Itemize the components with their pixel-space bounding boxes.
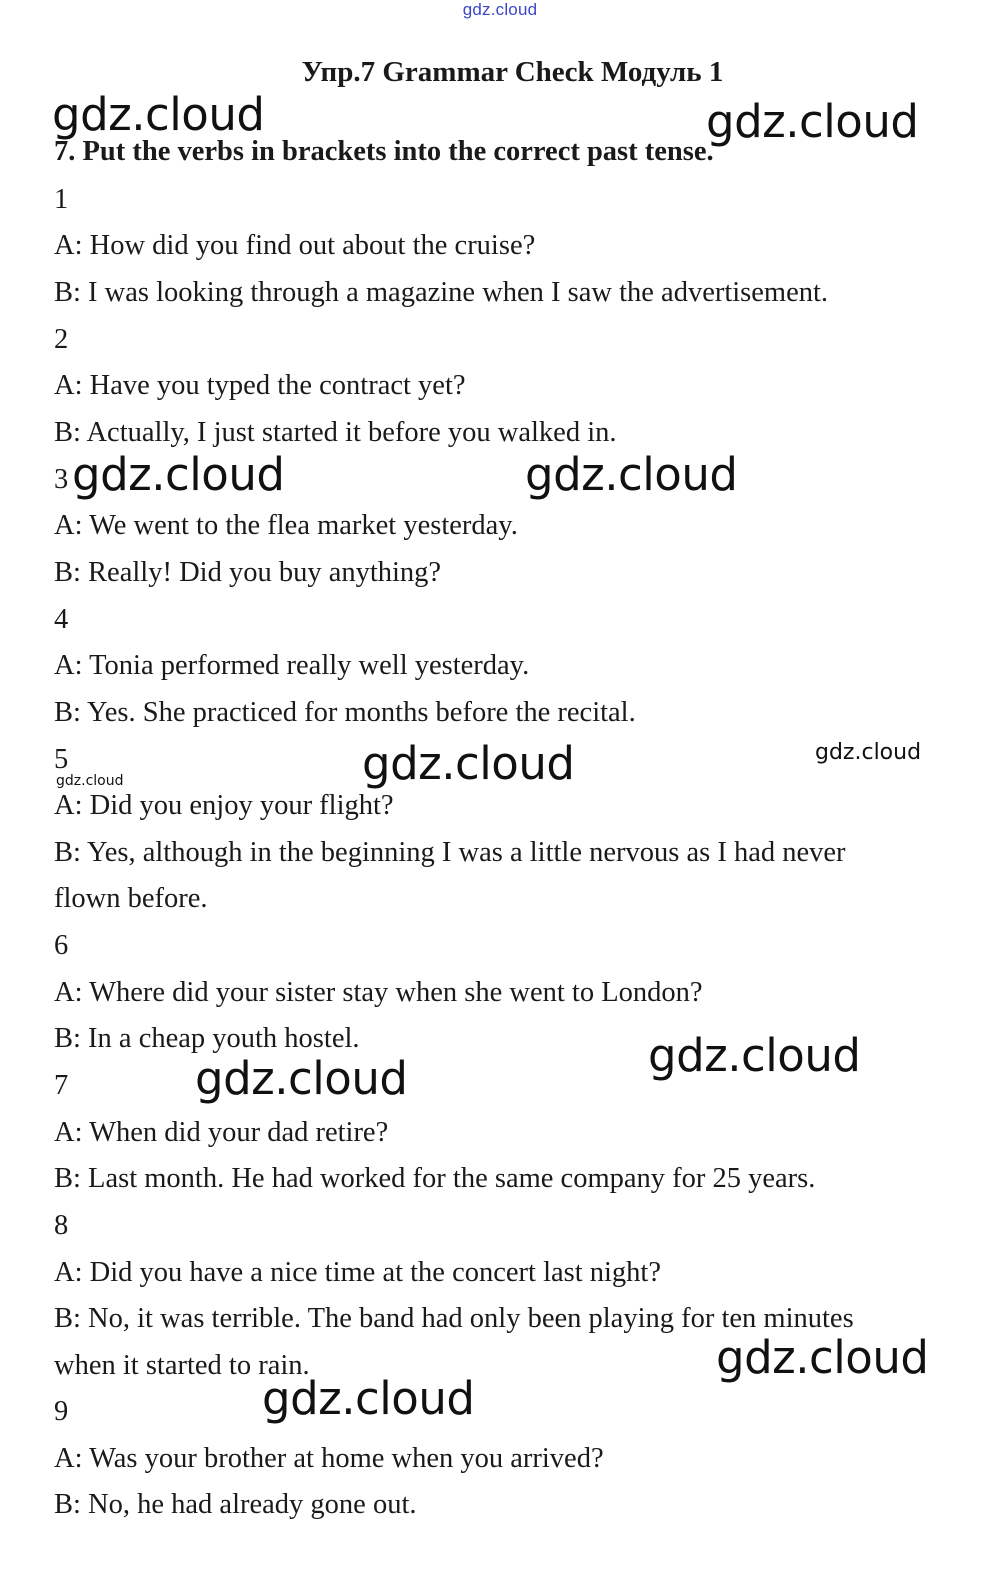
watermark-text: gdz.cloud <box>195 1052 408 1105</box>
item-number: 1 <box>54 184 69 215</box>
item-number: 6 <box>54 930 69 961</box>
item-number: 2 <box>54 324 69 355</box>
exercise-instruction: 7. Put the verbs in brackets into the correct past tense. <box>54 136 714 167</box>
watermark-text: gdz.cloud <box>72 448 285 501</box>
dialogue-line-b: B: I was looking through a magazine when I saw the advertisement. <box>54 277 829 308</box>
dialogue-line-a: A: Was your brother at home when you arrived? <box>54 1443 604 1474</box>
item-number: 3 <box>54 464 69 495</box>
watermark-text: gdz.cloud <box>648 1029 861 1082</box>
item-number: 7 <box>54 1070 69 1101</box>
watermark-text: gdz.cloud <box>52 88 265 141</box>
dialogue-line-b: B: Yes. She practiced for months before the recital. <box>54 697 636 728</box>
watermark-text-small: gdz.cloud <box>815 740 922 765</box>
dialogue-line-a: A: Did you have a nice time at the concert last night? <box>54 1257 662 1288</box>
dialogue-line-b: B: No, he had already gone out. <box>54 1489 417 1520</box>
dialogue-line-b-continued: flown before. <box>54 883 208 914</box>
dialogue-line-b: B: Yes, although in the beginning I was a little nervous as I had never <box>54 837 846 868</box>
dialogue-line-b: B: Really! Did you buy anything? <box>54 557 442 588</box>
watermark-text: gdz.cloud <box>706 95 919 148</box>
watermark-text: gdz.cloud <box>716 1331 929 1384</box>
watermark-text: gdz.cloud <box>262 1372 475 1425</box>
item-number: 4 <box>54 604 69 635</box>
dialogue-line-b-continued: when it started to rain. <box>54 1350 310 1381</box>
watermark-text: gdz.cloud <box>525 448 738 501</box>
dialogue-line-b: B: Actually, I just started it before you walked in. <box>54 417 617 448</box>
dialogue-line-a: A: Have you typed the contract yet? <box>54 370 466 401</box>
page-title: Упр.7 Grammar Check Модуль 1 <box>301 56 724 88</box>
dialogue-line-a: A: We went to the flea market yesterday. <box>54 510 518 541</box>
dialogue-line-b: B: Last month. He had worked for the same company for 25 years. <box>54 1163 816 1194</box>
dialogue-line-a: A: How did you find out about the cruise? <box>54 230 536 261</box>
dialogue-line-a: A: Tonia performed really well yesterday. <box>54 650 530 681</box>
watermark-text-tiny: gdz.cloud <box>56 773 124 789</box>
dialogue-line-b: B: No, it was terrible. The band had only been playing for ten minutes <box>54 1303 854 1334</box>
dialogue-line-b: B: In a cheap youth hostel. <box>54 1023 360 1054</box>
dialogue-line-a: A: Where did your sister stay when she went to London? <box>54 977 703 1008</box>
watermark-text: gdz.cloud <box>362 737 575 790</box>
item-number: 8 <box>54 1210 69 1241</box>
item-number: 9 <box>54 1396 69 1427</box>
dialogue-line-a: A: When did your dad retire? <box>54 1117 389 1148</box>
dialogue-line-a: A: Did you enjoy your flight? <box>54 790 394 821</box>
top-watermark: gdz.cloud <box>462 0 538 19</box>
item-number: 5 <box>54 744 69 775</box>
